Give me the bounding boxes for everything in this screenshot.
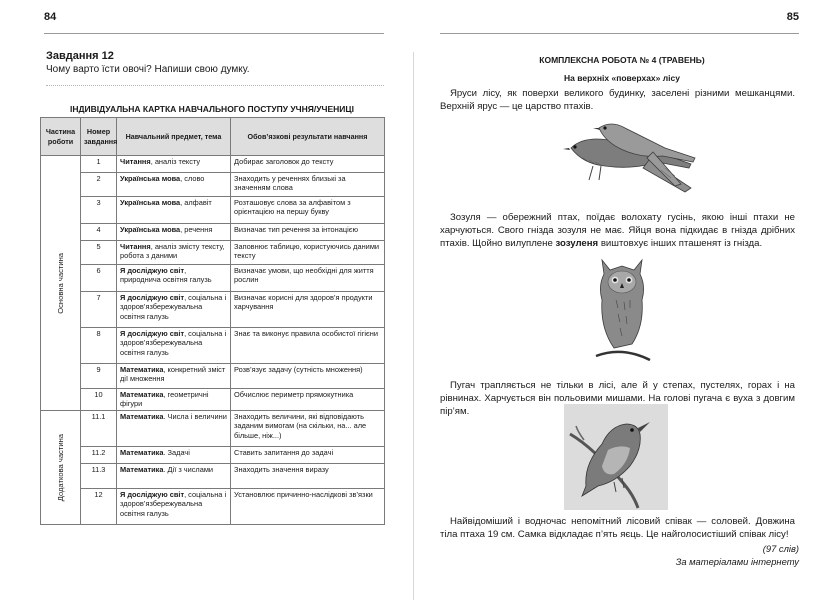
col-header-result: Обов’язкові результати навчання [231, 118, 385, 156]
left-page [0, 0, 414, 600]
cuckoo-photo [553, 118, 699, 198]
result-cell: Установлює причинно-наслідкові зв’язки [231, 488, 385, 524]
right-page [415, 0, 829, 600]
task-number-cell: 11.3 [81, 463, 117, 488]
result-cell: Розташовує слова за алфавітом з орієнтацією на першу букву [231, 197, 385, 224]
subject-topic: , речення [180, 225, 213, 234]
nightingale-photo [564, 404, 668, 510]
subject-name: Математика [120, 447, 164, 457]
paragraph-3: Пугач трапляється не тільки в лісі, але й у степах, пустелях, горах і на рівнинах. Харчується він польовими мишами. На голові пугача є вуха з довгим пір’ям. [440, 380, 795, 417]
task-number-cell: 10 [81, 389, 117, 411]
table-row [41, 328, 385, 364]
subject-topic: , аналіз змісту тексту, робота з даними [120, 242, 225, 261]
table-row [41, 173, 385, 197]
result-cell: Добирає заголовок до тексту [231, 156, 385, 173]
work-title: КОМПЛЕКСНА РОБОТА № 4 (ТРАВЕНЬ) [539, 55, 705, 65]
subject-cell [117, 156, 231, 173]
table-row [41, 463, 385, 488]
page-gutter [413, 52, 414, 600]
subject-name: Я досліджую світ [120, 293, 185, 302]
subject-cell [117, 292, 231, 328]
task-number-cell: 11.2 [81, 446, 117, 463]
subject-topic: , соціальна і здоров’язбережувальна освітня галузь [120, 293, 227, 321]
page-number-right: 85 [786, 11, 799, 23]
subject-cell [117, 463, 231, 488]
table-row [41, 156, 385, 173]
table-row [41, 241, 385, 265]
subject-topic: , конкретний зміст дії множення [120, 365, 226, 384]
text-subtitle: На верхніх «поверхах» лісу [564, 73, 680, 83]
task-number-cell: 5 [81, 241, 117, 265]
table-row [41, 197, 385, 224]
result-cell: Знаходить величини, які відповідають заданим вимогам (на скільки, на... але більше, ніж...) [231, 410, 385, 446]
col-header-part: Частина роботи [41, 118, 81, 156]
subject-topic: , соціальна і здоров’язбережувальна освітня галузь [120, 329, 227, 357]
subject-cell [117, 328, 231, 364]
page-number-left: 84 [44, 11, 57, 23]
result-cell: Знаходить у реченнях близькі за значенням слова [231, 173, 385, 197]
subject-name: Українська мова [120, 225, 181, 234]
task-title: Завдання 12 [46, 50, 114, 62]
table-row [41, 364, 385, 389]
section-extra [41, 410, 81, 524]
col-header-subject: Навчальний предмет, тема [117, 118, 231, 156]
subject-topic: , аналіз тексту [150, 157, 201, 166]
subject-topic: , слово [180, 174, 205, 183]
subject-name: Математика [120, 390, 164, 399]
subject-topic: . Числа і величини [163, 411, 227, 421]
paragraph-4: Найвідоміший і водночас непомітний лісовий співак — соловей. Довжина тіла птаха 19 см. Самка відкладає п’ять яєць. Це найголосистіший співак лісу! [440, 516, 795, 540]
subject-cell [117, 241, 231, 265]
task-number-cell: 3 [81, 197, 117, 224]
result-cell: Розв’язує задачу (сутність множення) [231, 364, 385, 389]
section-main [41, 156, 81, 411]
table-row [41, 389, 385, 411]
progress-table [40, 117, 385, 525]
table-row [41, 265, 385, 292]
subject-topic: , природнича освітня галузь [120, 266, 212, 285]
word-count: (97 слів) [762, 543, 799, 554]
task-number-cell: 8 [81, 328, 117, 364]
source-note: За матеріалами інтернету [675, 556, 799, 567]
paragraph-1: Яруси лісу, як поверхи великого будинку, заселені різними мешканцями. Верхній ярус — це царство птахів. [440, 88, 795, 112]
section-label: Додаткова частина [55, 433, 65, 502]
subject-name: Математика [120, 365, 164, 374]
subject-cell [117, 173, 231, 197]
result-cell: Знає та виконує правила особистої гігієни [231, 328, 385, 364]
task-number-cell: 2 [81, 173, 117, 197]
table-row [41, 410, 385, 446]
task-number-cell: 11.1 [81, 410, 117, 446]
task-number-cell: 4 [81, 224, 117, 241]
subject-name: Математика [120, 411, 164, 421]
header-rule [440, 33, 799, 34]
eagle-owl-photo [592, 256, 652, 362]
subject-topic: . Задачі [163, 447, 190, 457]
subject-cell [117, 389, 231, 411]
subject-cell [117, 488, 231, 524]
subject-topic: . Дії з числами [163, 464, 214, 474]
card-title: ІНДИВІДУАЛЬНА КАРТКА НАВЧАЛЬНОГО ПОСТУПУ УЧНЯ/УЧЕНИЦІ [69, 104, 354, 114]
subject-cell [117, 265, 231, 292]
result-cell: Заповнює таблицю, користуючись даними тексту [231, 241, 385, 265]
section-label: Основна частина [55, 252, 65, 314]
task-question: Чому варто їсти овочі? Напиши свою думку. [46, 64, 250, 75]
subject-name: Українська мова [120, 198, 181, 207]
result-cell: Визначає тип речення за інтонацією [231, 224, 385, 241]
subject-topic: , геометричні фігури [120, 390, 209, 409]
subject-topic: , соціальна і здоров’язбережувальна освітня галузь [120, 489, 227, 518]
task-number-cell: 12 [81, 488, 117, 524]
task-number-cell: 7 [81, 292, 117, 328]
result-cell: Обчислює периметр прямокутника [231, 389, 385, 411]
subject-name: Математика [120, 464, 164, 474]
task-number-cell: 9 [81, 364, 117, 389]
table-row [41, 224, 385, 241]
result-cell: Знаходить значення виразу [231, 463, 385, 488]
subject-name: Я досліджую світ [120, 329, 185, 338]
task-number-cell: 6 [81, 265, 117, 292]
header-rule [44, 33, 384, 34]
col-header-num: Номер завдання [81, 118, 117, 156]
subject-name: Українська мова [120, 174, 181, 183]
table-row [41, 446, 385, 463]
table-row [41, 488, 385, 524]
subject-name: Читання [120, 157, 151, 166]
result-cell: Ставить запитання до задачі [231, 446, 385, 463]
task-number-cell: 1 [81, 156, 117, 173]
subject-cell [117, 197, 231, 224]
subject-cell [117, 446, 231, 463]
result-cell: Визначає корисні для здоров’я продукти харчування [231, 292, 385, 328]
subject-cell [117, 224, 231, 241]
result-cell: Визначає умови, що необхідні для життя рослин [231, 265, 385, 292]
subject-cell [117, 410, 231, 446]
table-header-row [41, 118, 385, 156]
subject-topic: , алфавіт [180, 198, 212, 207]
paragraph-2: Зозуля — обережний птах, поїдає волохату гусінь, якою інші птахи не харчуються. Свого гнізда зозуля не має. Яйця вона підкидає в гнізда дрібних птахів. Щойно вилуплене зозуленя виштовхує інших пташенят із гнізда. [440, 212, 795, 249]
subject-cell [117, 364, 231, 389]
answer-line[interactable] [46, 85, 384, 86]
subject-name: Я досліджую світ [120, 489, 185, 499]
subject-name: Читання [120, 242, 151, 251]
table-row [41, 292, 385, 328]
subject-name: Я досліджую світ [120, 266, 185, 275]
